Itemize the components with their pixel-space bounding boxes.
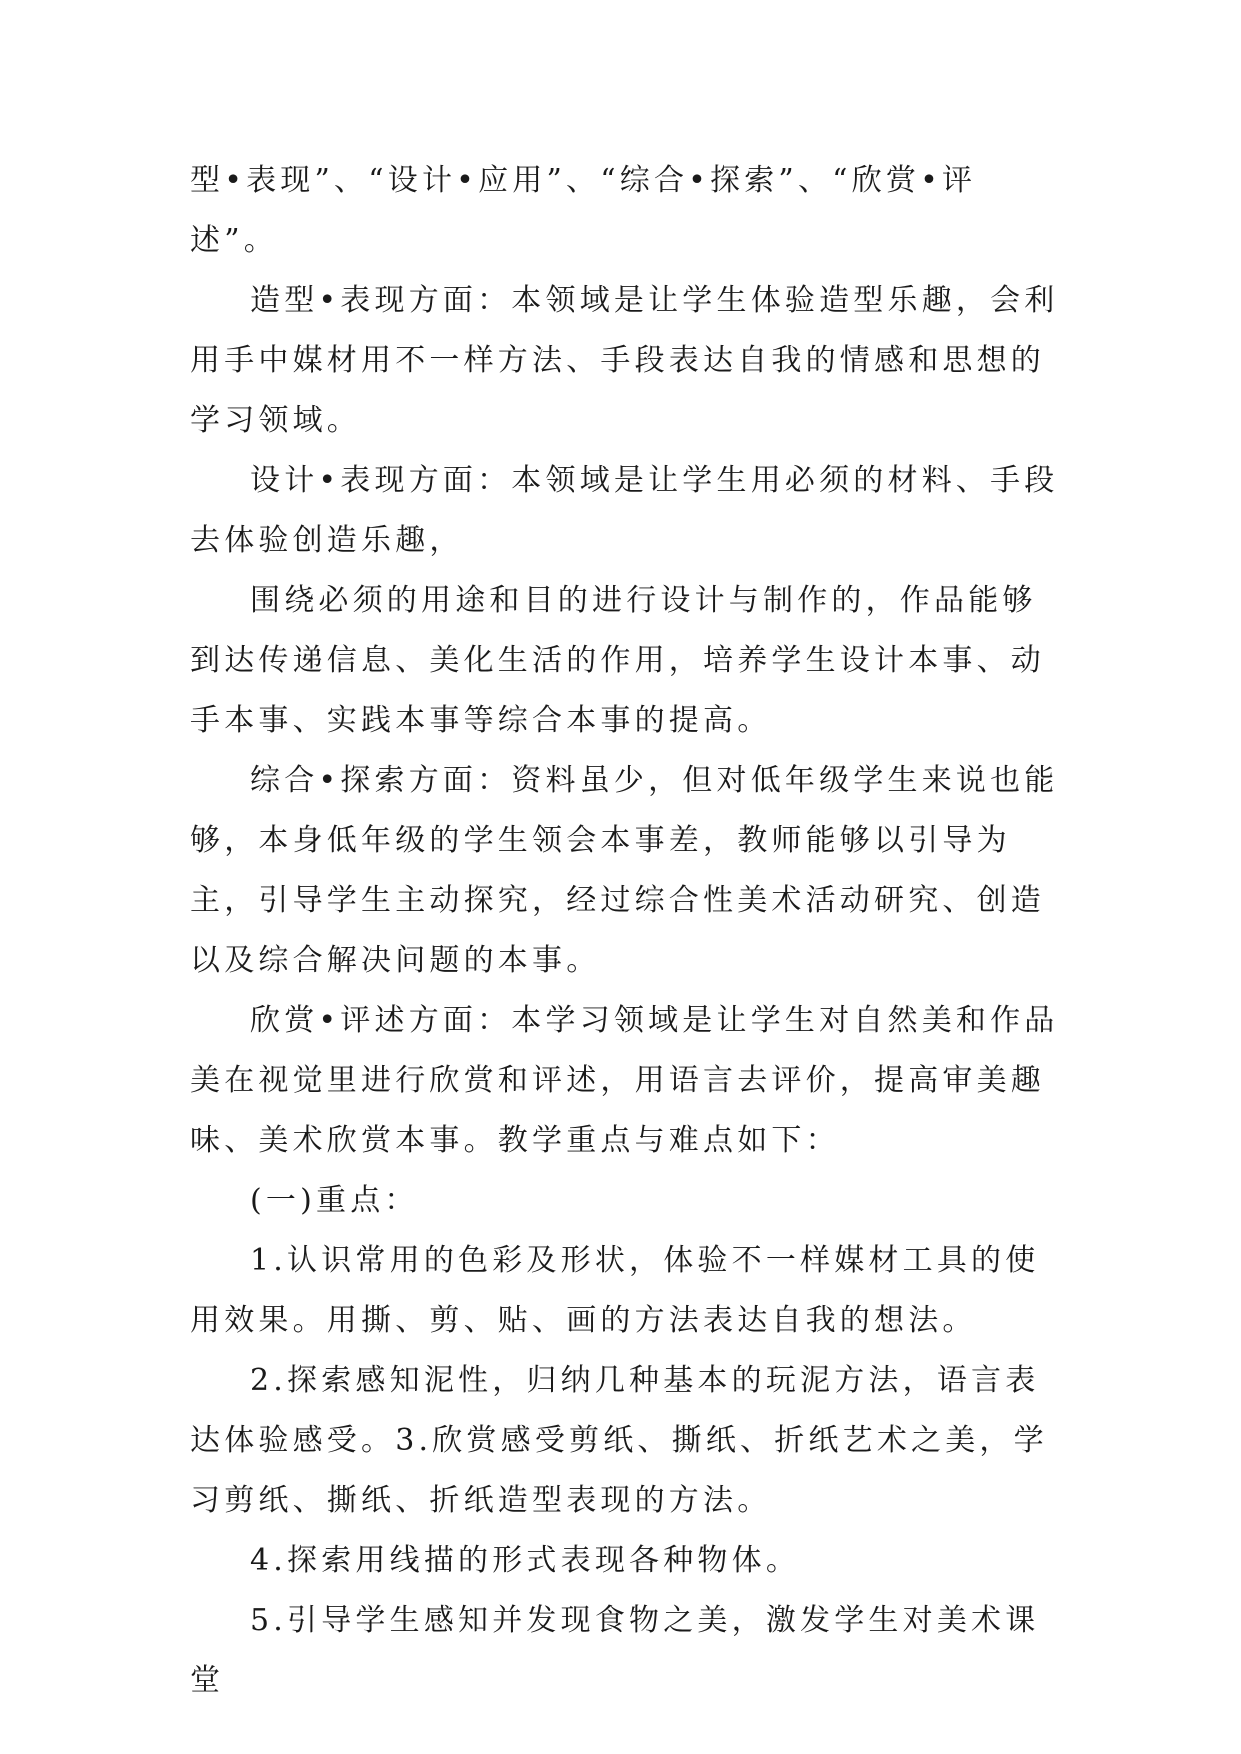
paragraph-modeling-expression: 造型•表现方面：本领域是让学生体验造型乐趣，会利用手中媒材用不一样方法、手段表达自我的情感和思想的学习领域。 bbox=[190, 283, 1059, 438]
heading-key-points: (一)重点： bbox=[250, 1183, 419, 1218]
list-item-1: 1.认识常用的色彩及形状，体验不一样媒材工具的使用效果。用撕、剪、贴、画的方法表达自我的想法。 bbox=[190, 1243, 1040, 1338]
list-item-5: 5.引导学生感知并发现食物之美，激发学生对美术课堂 bbox=[190, 1603, 1040, 1698]
list-item-2-3: 2.探索感知泥性，归纳几种基本的玩泥方法，语言表达体验感受。3.欣赏感受剪纸、撕纸、折纸艺术之美，学习剪纸、撕纸、折纸造型表现的方法。 bbox=[190, 1363, 1048, 1518]
paragraph-appreciation-review: 欣赏•评述方面：本学习领域是让学生对自然美和作品美在视觉里进行欣赏和评述，用语言去评价，提高审美趣味、美术欣赏本事。教学重点与难点如下： bbox=[190, 1003, 1059, 1158]
paragraph-design-expression: 设计•表现方面：本领域是让学生用必须的材料、手段去体验创造乐趣， bbox=[190, 463, 1059, 558]
paragraph-design-purpose: 围绕必须的用途和目的进行设计与制作的，作品能够到达传递信息、美化生活的作用，培养学生设计本事、动手本事、实践本事等综合本事的提高。 bbox=[190, 583, 1045, 738]
paragraph-comprehensive-exploration: 综合•探索方面：资料虽少，但对低年级学生来说也能够，本身低年级的学生领会本事差，教师能够以引导为主，引导学生主动探究，经过综合性美术活动研究、创造以及综合解决问题的本事。 bbox=[190, 763, 1059, 978]
list-item-4: 4.探索用线描的形式表现各种物体。 bbox=[250, 1543, 801, 1578]
document-body bbox=[190, 151, 1060, 1711]
paragraph-continuation: 型•表现”、“设计•应用”、“综合•探索”、“欣赏•评述”。 bbox=[190, 163, 977, 258]
